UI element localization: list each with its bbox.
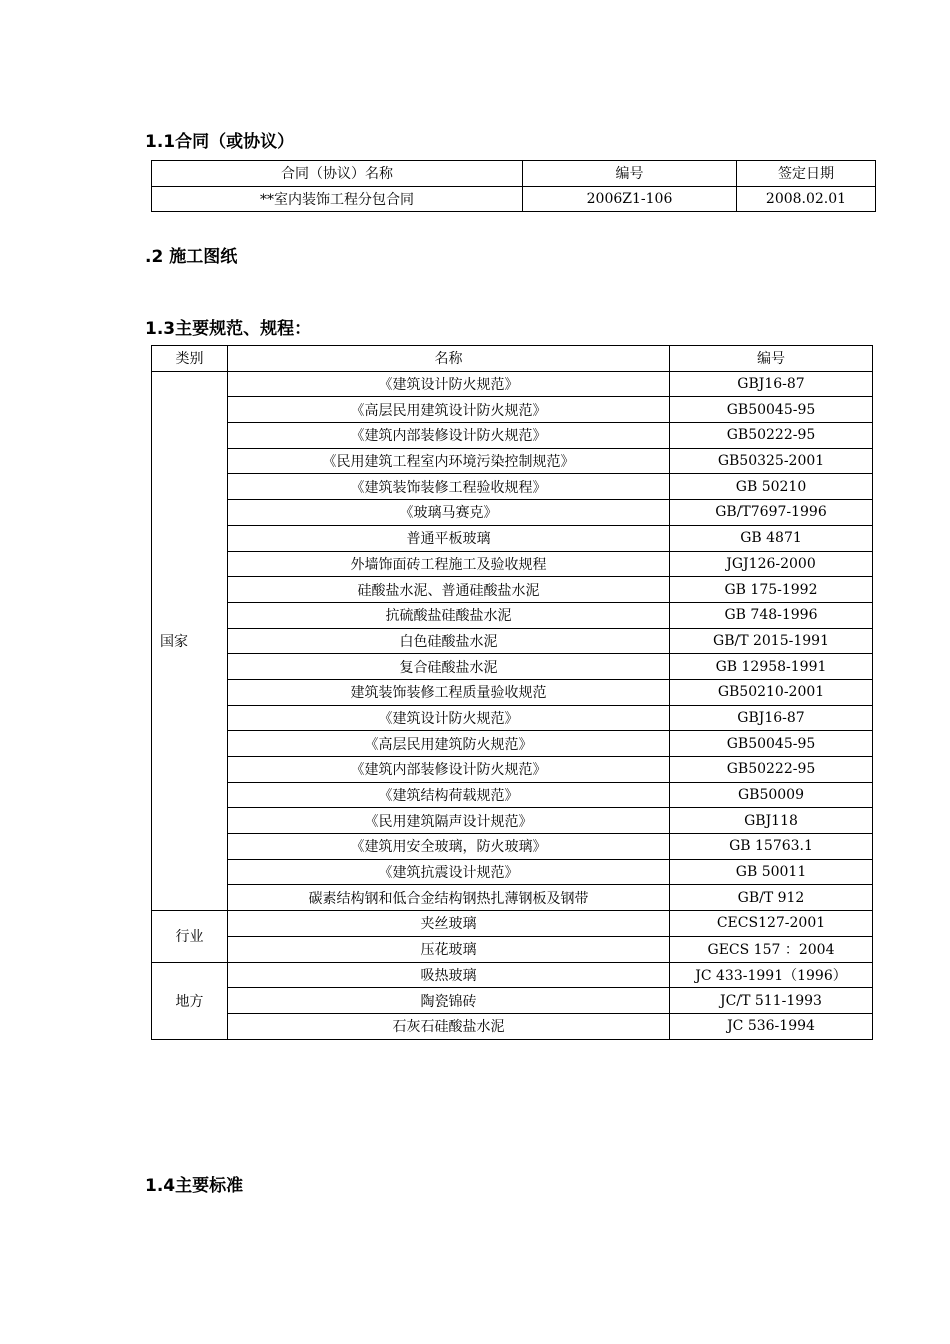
- table-row: [152, 782, 873, 808]
- standard-name-cell: 《高层民用建筑设计防火规范》: [228, 397, 670, 423]
- standard-code-cell: CECS127-2001: [670, 911, 873, 937]
- header-contract-number: 编号: [523, 161, 737, 187]
- section-1-1-heading: 1.1合同（或协议）: [145, 132, 295, 152]
- section-1-3-heading: 1.3主要规范、规程：: [145, 319, 312, 339]
- category-cell: 行业: [152, 911, 228, 962]
- standards-table: [151, 345, 873, 1040]
- table-row: [152, 628, 873, 654]
- standard-code-cell: GBJ118: [670, 808, 873, 834]
- table-row: [152, 551, 873, 577]
- standard-code-cell: GB 748-1996: [670, 602, 873, 628]
- table-row: [152, 808, 873, 834]
- standard-code-cell: GB/T 2015-1991: [670, 628, 873, 654]
- standard-name-cell: 《建筑用安全玻璃，防火玻璃》: [228, 834, 670, 860]
- standard-name-cell: 《建筑内部装修设计防火规范》: [228, 423, 670, 449]
- header-code: 编号: [670, 346, 873, 372]
- table-row: [152, 577, 873, 603]
- table-row: [152, 474, 873, 500]
- table-row: [152, 500, 873, 526]
- table-row: [152, 705, 873, 731]
- standard-name-cell: 《建筑结构荷载规范》: [228, 782, 670, 808]
- standard-code-cell: JC/T 511-1993: [670, 988, 873, 1014]
- table-row: [152, 962, 873, 988]
- standard-code-cell: GB 15763.1: [670, 834, 873, 860]
- standard-code-cell: GBJ16-87: [670, 705, 873, 731]
- standard-code-cell: GB50009: [670, 782, 873, 808]
- table-row: [152, 679, 873, 705]
- standard-code-cell: GBJ16-87: [670, 371, 873, 397]
- standard-name-cell: 《建筑内部装修设计防火规范》: [228, 757, 670, 783]
- table-row: [152, 654, 873, 680]
- standard-code-cell: GB50222-95: [670, 757, 873, 783]
- table-row: [152, 186, 876, 212]
- header-category: 类别: [152, 346, 228, 372]
- table-row: [152, 911, 873, 937]
- table-row: [152, 423, 873, 449]
- contract-name-cell: **室内装饰工程分包合同: [152, 186, 523, 212]
- standard-name-cell: 《民用建筑隔声设计规范》: [228, 808, 670, 834]
- standard-code-cell: JGJ126-2000: [670, 551, 873, 577]
- standard-name-cell: 《建筑设计防火规范》: [228, 371, 670, 397]
- standard-name-cell: 《建筑装饰装修工程验收规程》: [228, 474, 670, 500]
- table-row: [152, 525, 873, 551]
- standard-code-cell: JC 536-1994: [670, 1013, 873, 1039]
- standard-name-cell: 白色硅酸盐水泥: [228, 628, 670, 654]
- header-contract-name: 合同（协议）名称: [152, 161, 523, 187]
- table-row: [152, 602, 873, 628]
- standard-name-cell: 《玻璃马赛克》: [228, 500, 670, 526]
- standard-name-cell: 硅酸盐水泥、普通硅酸盐水泥: [228, 577, 670, 603]
- table-row: [152, 885, 873, 911]
- standard-name-cell: 抗硫酸盐硅酸盐水泥: [228, 602, 670, 628]
- table-header-row: [152, 161, 876, 187]
- standard-name-cell: 吸热玻璃: [228, 962, 670, 988]
- contract-date-cell: 2008.02.01: [737, 186, 876, 212]
- table-row: [152, 731, 873, 757]
- standard-code-cell: GB 12958-1991: [670, 654, 873, 680]
- section-1-2-heading: .2 施工图纸: [145, 247, 238, 267]
- standard-name-cell: 《民用建筑工程室内环境污染控制规范》: [228, 448, 670, 474]
- table-row: [152, 936, 873, 962]
- header-name: 名称: [228, 346, 670, 372]
- table-row: [152, 371, 873, 397]
- standard-name-cell: 碳素结构钢和低合金结构钢热扎薄钢板及钢带: [228, 885, 670, 911]
- standard-name-cell: 建筑装饰装修工程质量验收规范: [228, 679, 670, 705]
- standard-code-cell: GB 4871: [670, 525, 873, 551]
- standard-code-cell: GB 175-1992: [670, 577, 873, 603]
- standard-code-cell: GB/T7697-1996: [670, 500, 873, 526]
- standard-name-cell: 《建筑设计防火规范》: [228, 705, 670, 731]
- standard-code-cell: GB50222-95: [670, 423, 873, 449]
- table-row: [152, 834, 873, 860]
- standard-code-cell: GB/T 912: [670, 885, 873, 911]
- table-header-row: [152, 346, 873, 372]
- standard-name-cell: 石灰石硅酸盐水泥: [228, 1013, 670, 1039]
- standard-code-cell: GB50325-2001: [670, 448, 873, 474]
- standard-name-cell: 复合硅酸盐水泥: [228, 654, 670, 680]
- standard-code-cell: GB 50210: [670, 474, 873, 500]
- standard-name-cell: 《建筑抗震设计规范》: [228, 859, 670, 885]
- standard-code-cell: GB 50011: [670, 859, 873, 885]
- standard-name-cell: 陶瓷锦砖: [228, 988, 670, 1014]
- header-sign-date: 签定日期: [737, 161, 876, 187]
- standard-name-cell: 普通平板玻璃: [228, 525, 670, 551]
- standard-name-cell: 压花玻璃: [228, 936, 670, 962]
- contract-number-cell: 2006Z1-106: [523, 186, 737, 212]
- standard-code-cell: GB50045-95: [670, 731, 873, 757]
- category-cell: 地方: [152, 962, 228, 1039]
- standard-name-cell: 《高层民用建筑防火规范》: [228, 731, 670, 757]
- table-row: [152, 397, 873, 423]
- standard-name-cell: 外墙饰面砖工程施工及验收规程: [228, 551, 670, 577]
- standard-code-cell: JC 433-1991（1996）: [670, 962, 873, 988]
- standard-code-cell: GECS 157 ：2004: [670, 936, 873, 962]
- table-row: [152, 757, 873, 783]
- standard-code-cell: GB50045-95: [670, 397, 873, 423]
- table-row: [152, 988, 873, 1014]
- standard-code-cell: GB50210-2001: [670, 679, 873, 705]
- category-cell: 国家: [152, 371, 228, 910]
- table-row: [152, 1013, 873, 1039]
- table-row: [152, 448, 873, 474]
- section-1-4-heading: 1.4主要标准: [145, 1176, 244, 1196]
- contract-table: [151, 160, 876, 212]
- standard-name-cell: 夹丝玻璃: [228, 911, 670, 937]
- table-row: [152, 859, 873, 885]
